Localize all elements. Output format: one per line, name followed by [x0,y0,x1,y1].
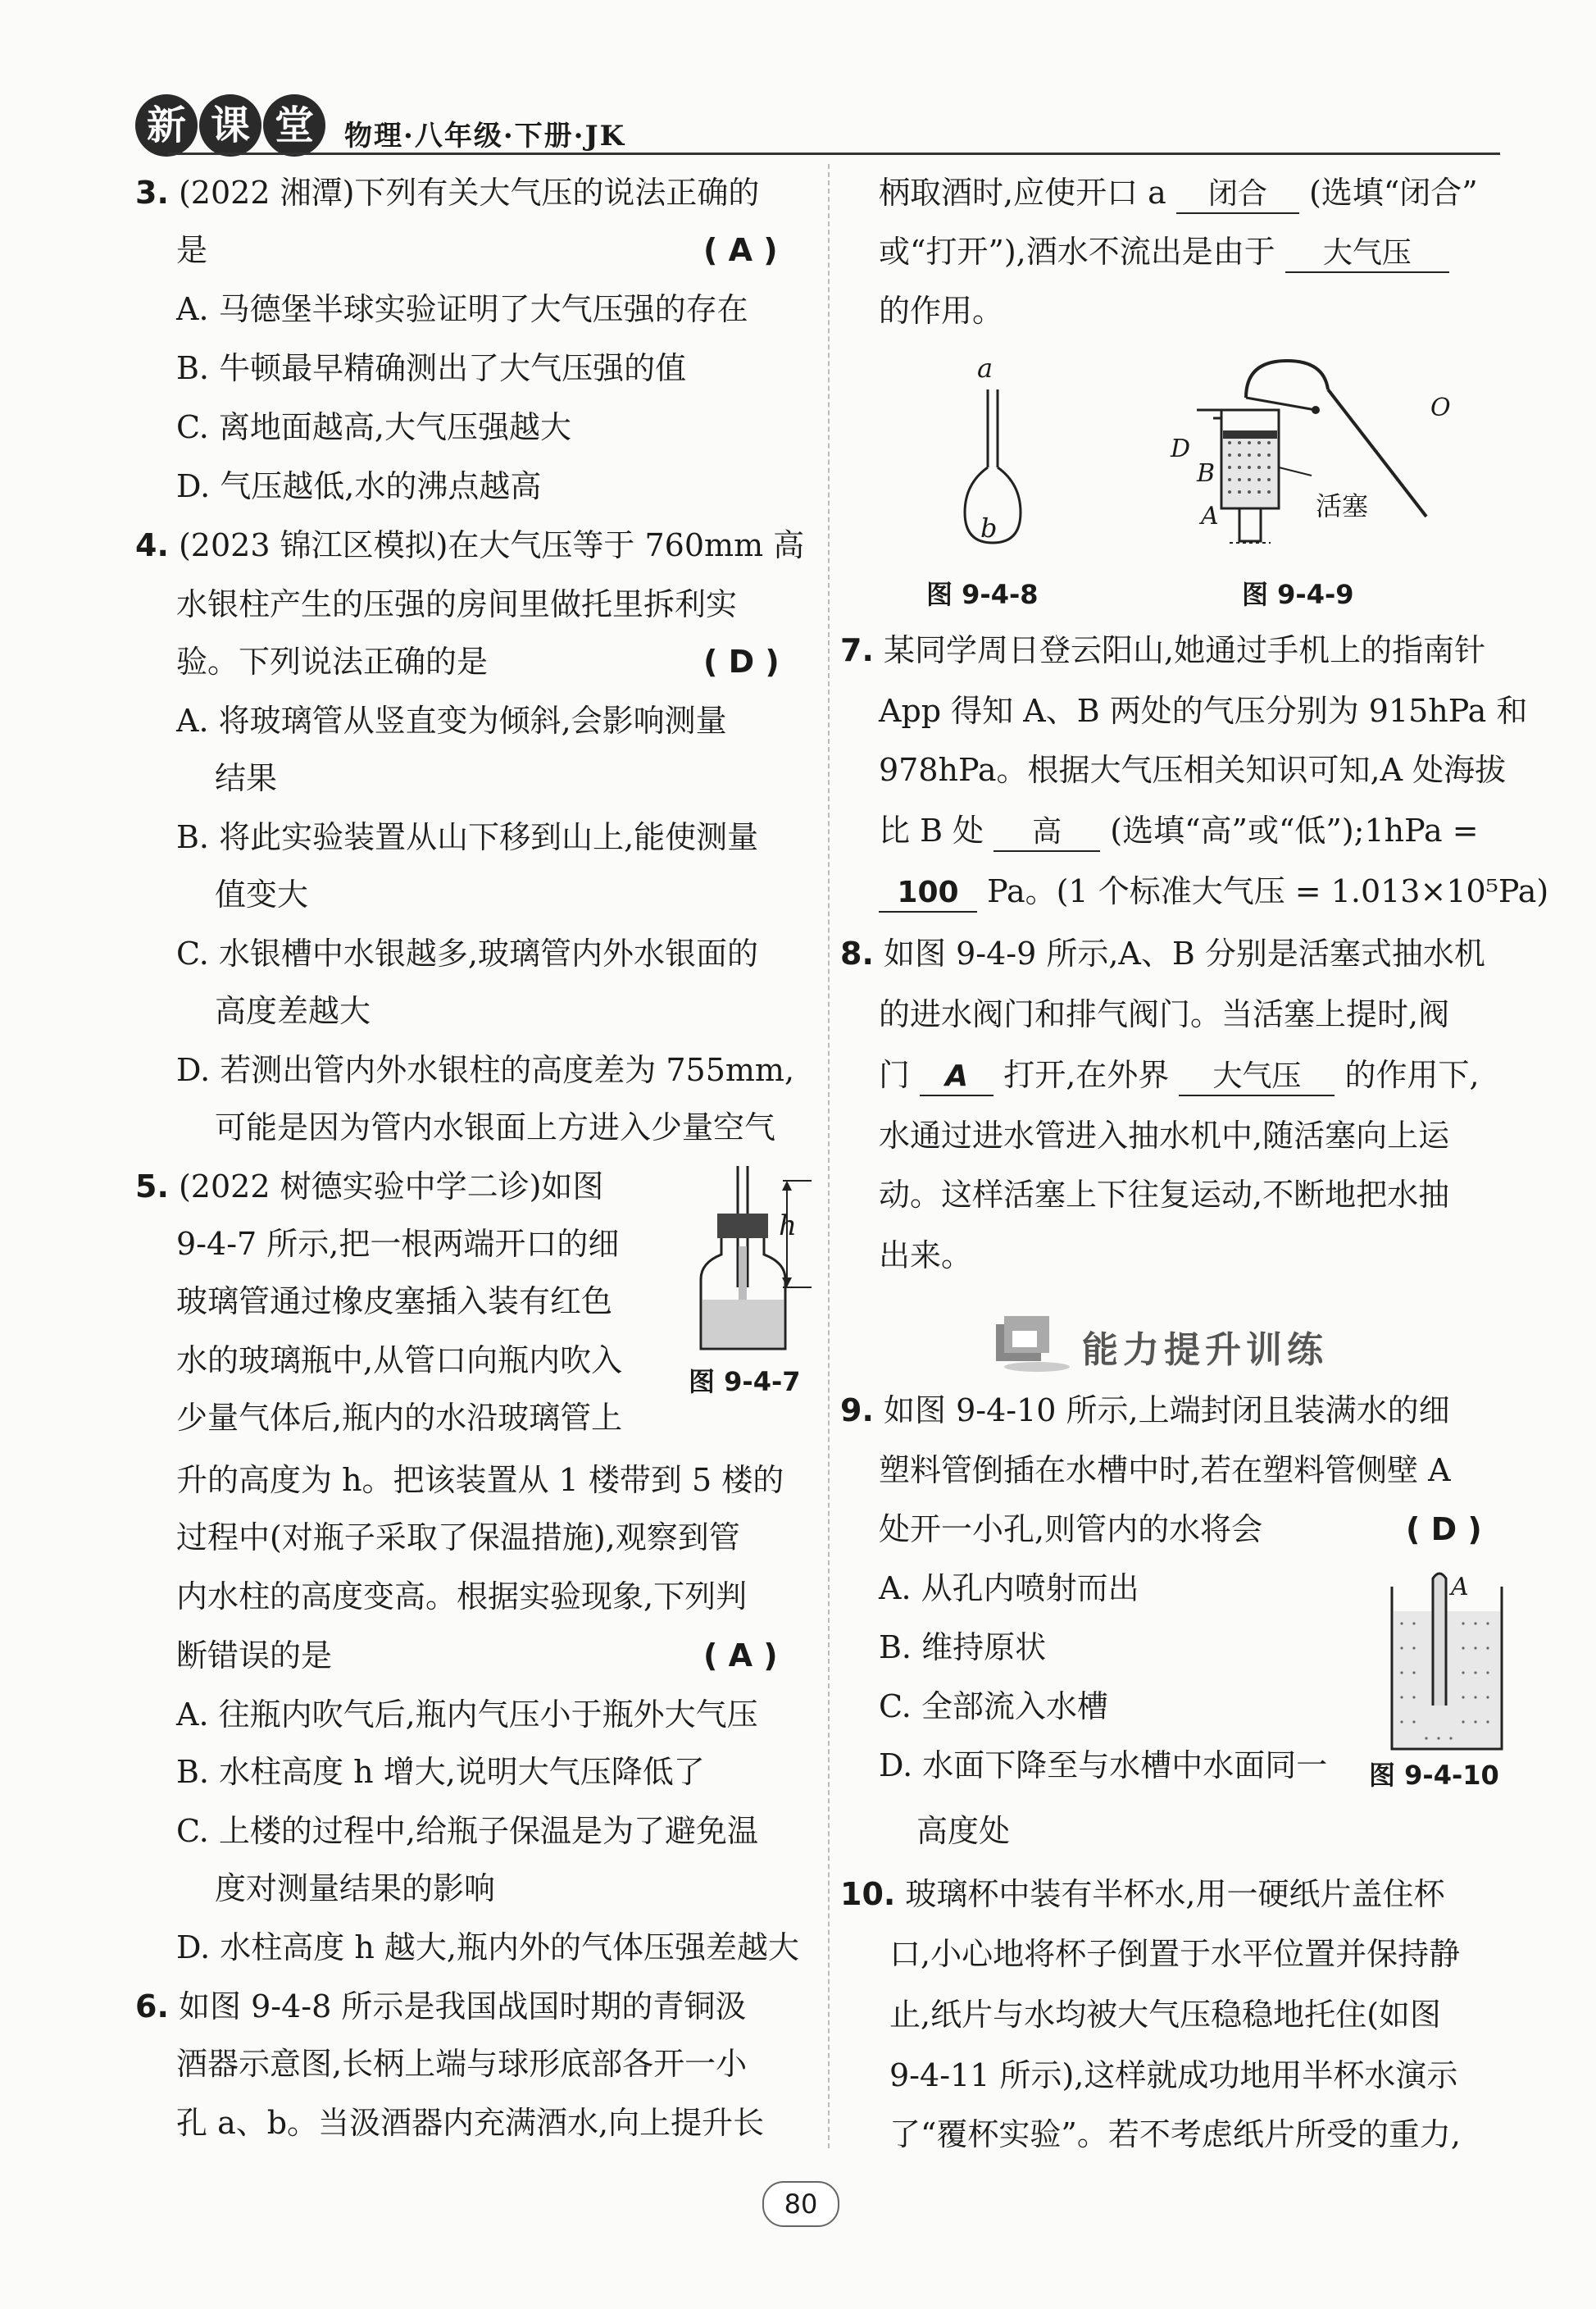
section-title: 能力提升训练 [1082,1329,1328,1371]
column-divider [828,164,830,2148]
q4-option: C. 水银槽中水银越多,玻璃管内外水银面的 [176,936,758,972]
q5-option: D. 水柱高度 h 越大,瓶内外的气体压强差越大 [176,1929,799,1965]
q3-option: C. 离地面越高,大气压强越大 [176,409,571,445]
q5-line: 断错误的是 [176,1637,333,1674]
figure-label-D: D [1171,435,1191,463]
q5-line: 5. (2022 树德实验中学二诊)如图 [135,1168,604,1205]
q9-line: 9. 如图 9-4-10 所示,上端封闭且装满水的细 [840,1392,1450,1428]
q10-line: 了“覆杯实验”。若不考虑纸片所受的重力, [889,2116,1461,2152]
logo-char: 课 [199,94,261,157]
q3-option: A. 马德堡半球实验证明了大气压强的存在 [176,291,748,327]
q4-option: 值变大 [215,877,309,913]
q3-answer: ( A ) [703,232,778,268]
q5-line: 内水柱的高度变高。根据实验现象,下列判 [176,1578,748,1614]
figure-label-B: B [1197,459,1216,488]
header-rule [168,153,1500,155]
q4-option: 可能是因为管内水银面上方进入少量空气 [215,1109,776,1145]
q5-option: B. 水柱高度 h 增大,说明大气压降低了 [176,1754,705,1790]
q7-line: App 得知 A、B 两处的气压分别为 915hPa 和 [879,693,1528,729]
figure-caption: 图 9-4-10 [1369,1760,1499,1791]
answer-blank: 大气压 [1179,1059,1335,1096]
q9-answer: ( D ) [1406,1511,1482,1547]
q8-line: 8. 如图 9-4-9 所示,A、B 分别是活塞式抽水机 [840,936,1485,972]
q6-cont-line: 或“打开”),酒水不流出是由于 大气压 [879,231,1449,273]
q8-line: 水通过进水管进入抽水机中,随活塞向上运 [879,1118,1450,1154]
q6-line: 6. 如图 9-4-8 所示是我国战国时期的青铜汲 [135,1988,747,2024]
figure-label-A: A [1201,502,1219,531]
q9-option: A. 从孔内喷射而出 [879,1570,1139,1606]
answer-blank: 高 [994,814,1100,852]
q7-line: 100 Pa。(1 个标准大气压 = 1.013×10⁵Pa) [879,871,1548,913]
figure-label-O: O [1430,394,1451,422]
q5-option: 度对测量结果的影响 [215,1870,496,1906]
logo-char: 堂 [263,94,325,157]
figure-9-4-9-pump [1180,353,1443,549]
q4-option: 结果 [215,760,278,796]
figure-9-4-10-tank [1385,1562,1508,1755]
q6-line: 酒器示意图,长柄上端与球形底部各开一小 [176,2046,748,2082]
answer-blank: 100 [879,875,977,913]
q9-line: 处开一小孔,则管内的水将会 [879,1511,1263,1547]
q8-line: 出来。 [879,1237,973,1273]
q5-option: A. 往瓶内吹气后,瓶内气压小于瓶外大气压 [176,1696,758,1733]
q3-option: B. 牛顿最早精确测出了大气压强的值 [176,350,687,386]
q5-answer: ( A ) [703,1637,778,1674]
q4-answer: ( D ) [703,644,780,680]
answer-blank: A [920,1059,994,1096]
q6-line: 孔 a、b。当汲酒器内充满酒水,向上提升长 [176,2105,765,2141]
figure-label-A: A [1451,1573,1469,1601]
q5-line: 少量气体后,瓶内的水沿玻璃管上 [176,1400,623,1436]
q6-cont-line: 的作用。 [879,293,1004,329]
q6-cont-line: 柄取酒时,应使开口 a 闭合 (选填“闭合” [879,172,1478,214]
q4-option: A. 将玻璃管从竖直变为倾斜,会影响测量 [176,703,727,739]
section-icon [988,1308,1070,1373]
answer-blank: 闭合 [1176,176,1299,214]
q9-option: C. 全部流入水槽 [879,1688,1108,1724]
q9-option: B. 维持原状 [879,1629,1047,1665]
q3-line: 是 [176,232,208,268]
q5-line: 玻璃管通过橡皮塞插入装有红色 [176,1283,613,1319]
q9-line: 塑料管倒插在水槽中时,若在塑料管侧壁 A [879,1452,1451,1488]
q3-line: 3. (2022 湘潭)下列有关大气压的说法正确的 [135,175,760,211]
q8-line: 的进水阀门和排气阀门。当活塞上提时,阀 [879,996,1450,1032]
subject-title: 物理·八年级·下册·JK [344,120,626,153]
figure-label-piston: 活塞 [1316,490,1369,521]
figure-label-h: h [779,1209,797,1242]
q9-option: 高度处 [916,1813,1011,1849]
q7-line: 7. 某同学周日登云阳山,她通过手机上的指南针 [840,632,1486,668]
q3-option: D. 气压越低,水的沸点越高 [176,468,542,504]
q5-option: C. 上楼的过程中,给瓶子保温是为了避免温 [176,1813,758,1849]
q5-line: 9-4-7 所示,把一根两端开口的细 [176,1226,620,1262]
q4-option: B. 将此实验装置从山下移到山上,能使测量 [176,819,759,855]
figure-9-4-7-bottle [689,1164,812,1353]
logo [135,94,336,158]
q10-line: 口,小心地将杯子倒置于水平位置并保持静 [889,1936,1461,1972]
q10-line: 9-4-11 所示),这样就成功地用半杯水演示 [889,2057,1458,2093]
q5-line: 过程中(对瓶子采取了保温措施),观察到管 [176,1519,740,1555]
q4-line: 水银柱产生的压强的房间里做托里拆利实 [176,586,738,622]
answer-blank: 大气压 [1285,235,1449,273]
q7-line: 比 B 处 高 (选填“高”或“低”);1hPa = [879,810,1479,852]
q4-option: D. 若测出管内外水银柱的高度差为 755mm, [176,1052,795,1088]
q4-line: 验。下列说法正确的是 [176,644,489,680]
figure-caption: 图 9-4-8 [926,579,1039,610]
figure-label-b: b [980,512,998,544]
q10-line: 止,纸片与水均被大气压稳稳地托住(如图 [889,1997,1441,2033]
q4-option: 高度差越大 [215,993,371,1029]
q5-line: 升的高度为 h。把该装置从 1 楼带到 5 楼的 [176,1462,784,1498]
figure-caption: 图 9-4-9 [1242,579,1354,610]
q4-line: 4. (2023 锦江区模拟)在大气压等于 760mm 高 [135,527,805,563]
q8-line: 门 A 打开,在外界 大气压 的作用下, [879,1054,1480,1096]
q5-line: 水的玻璃瓶中,从管口向瓶内吹入 [176,1342,623,1378]
page-number: 80 [762,2181,839,2227]
figure-label-a: a [977,353,994,384]
q9-option: D. 水面下降至与水槽中水面同一 [879,1747,1328,1783]
figure-caption: 图 9-4-7 [689,1366,801,1397]
q8-line: 动。这样活塞上下往复运动,不断地把水抽 [879,1177,1450,1213]
logo-char: 新 [135,94,198,157]
q7-line: 978hPa。根据大气压相关知识可知,A 处海拔 [879,752,1507,788]
q10-line: 10. 玻璃杯中装有半杯水,用一硬纸片盖住杯 [840,1876,1445,1912]
